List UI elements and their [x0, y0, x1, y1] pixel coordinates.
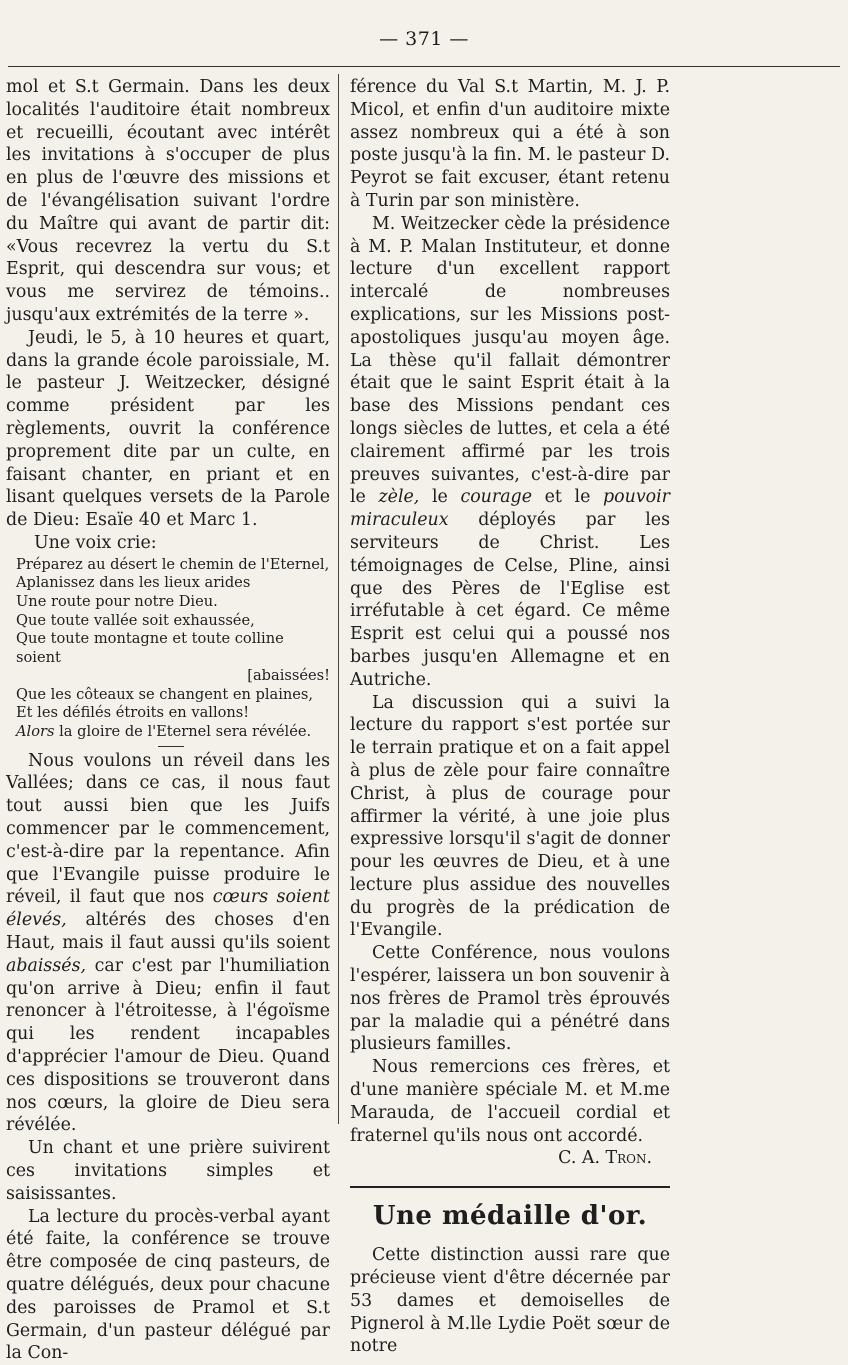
page-number: — 371 —	[379, 28, 469, 50]
text-run: Nous voulons un réveil dans les Vallées; dans ce cas, il nous faut tout aussi bien que les Juifs commencer par le commencement, c'est-à-dire par la repentance. Afin que l'Evangile puisse produire le réveil, il faut que nos	[6, 750, 330, 908]
text-run: car c'est par l'humiliation qu'on arrive à Dieu; enfin il faut renoncer à l'étroitesse, à l'égoïsme qui les rendent incapables d'apprécier l'amour de Dieu. Quand ces dispositions se trouveront dans nos cœurs, la gloire de Dieu sera révélée.	[6, 955, 330, 1136]
paragraph: férence du Val S.t Martin, M. J. P. Micol, et enfin d'un auditoire mixte assez nombreux qui a été à son poste jusqu'à la fin. M. le pasteur D. Peyrot se fait excuser, étant retenu à Turin par son ministère.	[350, 77, 670, 211]
verse-line: Et les défilés étroits en vallons!	[16, 704, 250, 722]
header-rule	[8, 66, 840, 67]
left-column	[6, 76, 330, 1365]
text-run: et le	[531, 487, 604, 508]
verse-text: la gloire de l'Eternel sera révélée.	[54, 723, 312, 741]
verse-line: Que les côteaux se changent en plaines,	[16, 685, 314, 703]
verse-line: Que toute montagne et toute colline soient	[16, 630, 284, 666]
text-run: déployés par les serviteurs de Christ. Les témoignages de Celse, Pline, ainsi que des Pères de l'Eglise est irréfutable à cet égard. Ce même Esprit est celui qui a poussé nos barbes jusqu'en Allemagne et en Autriche.	[350, 510, 670, 690]
paragraph: La lecture du procès-verbal ayant été faite, la conférence se trouve être composée de cinq pasteurs, de quatre délégués, deux pour chacune des paroisses de Pramol et S.t Germain, d'un pasteur délégué par la Con-	[6, 1206, 330, 1364]
paragraph: Cette distinction aussi rare que précieuse vient d'être décernée par 53 dames et demoiselles de Pignerol à M.lle Lydie Poët sœur de notre	[350, 1245, 670, 1357]
verse-line: Aplanissez dans les lieux arides	[16, 574, 251, 592]
verse-emphasis: Alors	[16, 723, 55, 741]
paragraph	[350, 213, 670, 692]
paragraph: Cette Conférence, nous voulons l'espérer, laissera un bon souvenir à nos frères de Pramol très éprouvés par la maladie qui a pénétré dans plusieurs familles.	[350, 943, 670, 1055]
paragraph: Nous remercions ces frères, et d'une manière spéciale M. et M.me Marauda, de l'accueil cordial et fraternel qu'ils nous ont accordé.	[350, 1057, 670, 1146]
paragraph: mol et S.t Germain. Dans les deux localités l'auditoire était nombreux et recueilli, écoutant avec intérêt les invitations à s'occuper de plus en plus de l'œuvre des missions et de l'évangélisation suivant l'ordre du Maître qui avant de partir dit: «Vous recevrez la vertu du S.t Esprit, qui descendra sur vous; et vous me servirez de témoins.. jusqu'aux extrémités de la terre ».	[6, 77, 330, 325]
verse-line: Que toute vallée soit exhaussée,	[16, 611, 255, 629]
emphasis: zèle,	[378, 487, 420, 508]
paragraph: Un chant et une prière suivirent ces invitations simples et saisissantes.	[6, 1138, 330, 1204]
paragraph: La discussion qui a suivi la lecture du rapport s'est portée sur le terrain pratique et on a fait appel à plus de zèle pour faire connaître Christ, à plus de courage pour affirmer la vérité, à une joie plus expressive lorsqu'il s'agit de donner pour les œuvres de Dieu, et à une lecture plus assidue des nouvelles du progrès de la prédication de l'Evangile.	[350, 692, 670, 941]
section-title: Une médaille d'or.	[372, 1201, 648, 1232]
emphasis: courage	[460, 487, 532, 508]
column-divider	[338, 74, 339, 1124]
signature: C. A. Tron.	[558, 1148, 652, 1169]
paragraph	[6, 750, 330, 1138]
right-column	[350, 76, 670, 1358]
section-rule	[350, 1186, 670, 1188]
emphasis: abaissés,	[6, 955, 87, 976]
verse-line	[16, 723, 330, 742]
verse-line: Préparez au désert le chemin de l'Eternel,	[16, 555, 330, 573]
emphasis: cœurs soient élevés,	[6, 887, 330, 931]
verse-line: [abaissées!	[247, 667, 330, 685]
scripture-quote	[16, 556, 330, 742]
verse-intro: Une voix crie:	[34, 532, 157, 553]
text-run: M. Weitzecker cède la présidence à M. P. Malan Instituteur, et donne lecture d'un excellent rapport intercalé de nombreuses explications, sur les Missions post-apostoliques jusqu'au moyen âge. La thèse qu'il fallait démontrer était que le saint Esprit était à la base des Missions pendant ces longs siècles de luttes, et cela a été clairement affirmé par les trois preuves suivantes, c'est-à-dire par le	[350, 213, 670, 508]
emphasis: pouvoir miraculeux	[350, 487, 670, 531]
verse-line: Une route pour notre Dieu.	[16, 592, 218, 610]
text-run: le	[419, 487, 461, 508]
short-dash-divider	[158, 746, 184, 747]
text-run: altérés des choses d'en Haut, mais il faut aussi qu'ils soient	[6, 910, 330, 954]
paragraph: Jeudi, le 5, à 10 heures et quart, dans la grande école paroissiale, M. le pasteur J. Weitzecker, désigné comme président par les règlements, ouvrit la conférence proprement dite par un culte, en faisant chanter, en priant et en lisant quelques versets de la Parole de Dieu: Esaïe 40 et Marc 1.	[6, 327, 330, 531]
